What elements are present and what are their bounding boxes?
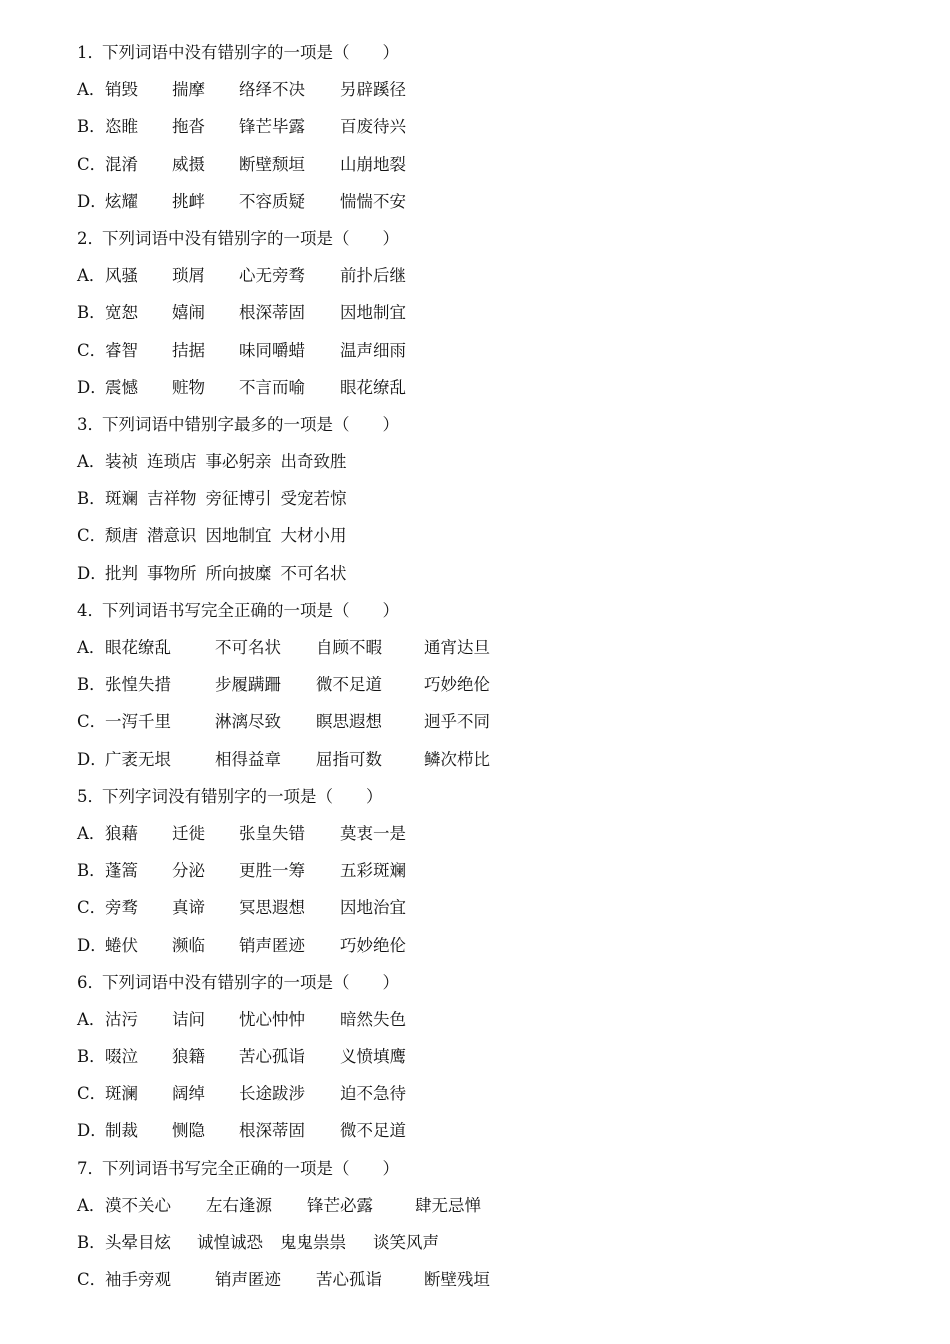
- option-word: 出奇致胜: [280, 452, 347, 472]
- option-word: 步履蹒跚: [215, 675, 281, 695]
- question-6: [77, 968, 917, 1154]
- option-word: 震憾: [105, 377, 138, 397]
- question-text: 下列词语中错别字最多的一项是（ ）: [102, 414, 399, 434]
- option-word: 琐屑: [172, 266, 205, 286]
- option-word: 分泌: [172, 861, 205, 881]
- option-word: 因地治宜: [340, 898, 406, 918]
- option-word: 销毁: [105, 80, 138, 100]
- option-word: 苦心孤诣: [239, 1047, 305, 1067]
- option-word: 事必躬亲: [205, 452, 272, 472]
- option-word: 锋芒必露: [307, 1195, 373, 1215]
- question-stem: [77, 1154, 917, 1191]
- option-word: 淋漓尽致: [215, 712, 281, 732]
- option-word: 所向披糜: [205, 563, 272, 583]
- option-word: 络绎不决: [239, 80, 305, 100]
- option-word: 挑衅: [172, 191, 205, 211]
- option-word: 暗然失色: [340, 1009, 406, 1029]
- option-word: 沽污: [105, 1009, 138, 1029]
- question-text: 下列词语书写完全正确的一项是（ ）: [102, 1158, 399, 1178]
- question-1: [77, 38, 917, 224]
- option-a: [77, 1005, 917, 1042]
- option-word: 前扑后继: [340, 266, 406, 286]
- option-word: 相得益章: [215, 749, 281, 769]
- option-letter: B．: [77, 489, 106, 509]
- question-number: 1．: [77, 43, 104, 62]
- option-word: 眼花缭乱: [340, 377, 406, 397]
- question-number: 7．: [77, 1158, 104, 1178]
- option-word: 温声细雨: [340, 340, 406, 360]
- option-word: 张皇失错: [239, 823, 305, 843]
- option-word: 狼藉: [105, 823, 138, 843]
- option-word: 销声匿迹: [215, 1270, 281, 1290]
- option-d: [77, 373, 917, 410]
- option-d: [77, 1116, 917, 1153]
- question-text: 下列词语中没有错别字的一项是（ ）: [102, 228, 399, 248]
- option-c: [77, 1265, 917, 1302]
- option-b: [77, 112, 917, 149]
- option-word: 瞑思遐想: [316, 712, 382, 732]
- option-word: 漠不关心: [105, 1195, 171, 1215]
- option-word: 味同嚼蜡: [239, 340, 305, 360]
- option-word: 另辟蹊径: [340, 80, 406, 100]
- option-word: 真谛: [172, 898, 205, 918]
- option-word: 诘问: [172, 1009, 205, 1029]
- option-word: 风骚: [105, 266, 138, 286]
- option-word: 旁征博引: [205, 489, 272, 509]
- option-letter: A．: [77, 823, 106, 843]
- question-2: [77, 224, 917, 410]
- option-word: 苦心孤诣: [316, 1270, 382, 1290]
- option-word: 旁骛: [105, 898, 138, 918]
- option-word: 不容质疑: [239, 191, 305, 211]
- option-word: 诚惶诚恐: [197, 1233, 263, 1252]
- option-a: [77, 819, 917, 856]
- option-word: 炫耀: [105, 191, 138, 211]
- option-letter: C．: [77, 1084, 107, 1104]
- option-letter: C．: [77, 340, 107, 360]
- option-letter: B．: [77, 861, 106, 881]
- option-word: 斑斓: [105, 489, 138, 509]
- option-word: 冥思遐想: [239, 898, 305, 918]
- option-word: 微不足道: [340, 1121, 406, 1141]
- option-word: 百废待兴: [340, 117, 406, 137]
- option-word: 制裁: [105, 1121, 138, 1141]
- option-letter: B．: [77, 675, 106, 695]
- option-c: [77, 707, 917, 744]
- option-word: 连琐店: [147, 452, 197, 472]
- option-word: 根深蒂固: [239, 1121, 305, 1141]
- option-letter: D．: [77, 191, 107, 211]
- option-letter: A．: [77, 1195, 106, 1215]
- option-word: 义愤填鹰: [340, 1047, 406, 1067]
- option-word: 鳞次栉比: [424, 749, 490, 769]
- option-word: 惴惴不安: [340, 191, 406, 211]
- option-word: 赃物: [172, 377, 205, 397]
- worksheet-document: [77, 38, 917, 1302]
- option-word: 不可名状: [280, 563, 347, 583]
- option-word: 宽恕: [105, 303, 138, 323]
- option-word: 事物所: [147, 563, 197, 583]
- option-d: [77, 931, 917, 968]
- question-number: 6．: [77, 972, 104, 992]
- option-word: 因地制宜: [205, 526, 272, 546]
- question-text: 下列词语中没有错别字的一项是（ ）: [102, 43, 399, 62]
- option-letter: A．: [77, 266, 106, 286]
- option-letter: D．: [77, 935, 107, 955]
- option-letter: D．: [77, 749, 107, 769]
- option-letter: B．: [77, 1047, 106, 1067]
- option-letter: C．: [77, 154, 107, 174]
- option-d: [77, 745, 917, 782]
- option-b: [77, 484, 917, 521]
- option-word: 忧心忡忡: [239, 1009, 305, 1029]
- option-b: [77, 670, 917, 707]
- option-word: 拮据: [172, 340, 205, 360]
- option-word: 睿智: [105, 340, 138, 360]
- option-word: 受宠若惊: [280, 489, 347, 509]
- question-stem: [77, 38, 917, 75]
- option-word: 左右逢源: [206, 1195, 272, 1215]
- option-c: [77, 521, 917, 558]
- question-4: [77, 596, 917, 782]
- option-word: 阔绰: [172, 1084, 205, 1104]
- option-word: 一泻千里: [105, 712, 171, 732]
- option-word: 广袤无垠: [105, 749, 171, 769]
- question-text: 下列词语中没有错别字的一项是（ ）: [102, 972, 399, 992]
- option-word: 濒临: [172, 935, 205, 955]
- option-word: 微不足道: [316, 675, 382, 695]
- option-b: [77, 856, 917, 893]
- option-word: 头晕目炫: [105, 1233, 171, 1252]
- option-word: 断壁颓垣: [239, 154, 305, 174]
- option-word: 颓唐: [105, 526, 138, 546]
- option-b: [77, 1042, 917, 1079]
- question-number: 2．: [77, 228, 104, 248]
- option-c: [77, 150, 917, 187]
- option-word: 吉祥物: [147, 489, 197, 509]
- option-word: 屈指可数: [316, 749, 382, 769]
- option-word: 揣摩: [172, 80, 205, 100]
- option-letter: B．: [77, 117, 106, 137]
- option-d: [77, 187, 917, 224]
- option-a: [77, 261, 917, 298]
- option-word: 鬼鬼祟祟: [280, 1233, 346, 1252]
- option-word: 恻隐: [172, 1121, 205, 1141]
- option-word: 狼籍: [172, 1047, 205, 1067]
- option-d: [77, 559, 917, 596]
- option-word: 更胜一筹: [239, 861, 305, 881]
- option-word: 潜意识: [147, 526, 197, 546]
- option-word: 五彩斑斓: [340, 861, 406, 881]
- option-word: 莫衷一是: [340, 823, 406, 843]
- option-word: 不言而喻: [239, 377, 305, 397]
- option-word: 迁徙: [172, 823, 205, 843]
- option-letter: B．: [77, 303, 106, 323]
- question-stem: [77, 968, 917, 1005]
- option-letter: C．: [77, 1270, 107, 1290]
- option-word: 销声匿迹: [239, 935, 305, 955]
- question-5: [77, 782, 917, 968]
- option-letter: A．: [77, 452, 106, 472]
- option-word: 拖沓: [172, 117, 205, 137]
- option-word: 自顾不暇: [316, 638, 382, 657]
- option-a: [77, 447, 917, 484]
- option-letter: D．: [77, 563, 107, 583]
- option-word: 恣睢: [105, 117, 138, 137]
- question-text: 下列词语书写完全正确的一项是（ ）: [102, 600, 399, 620]
- option-c: [77, 1079, 917, 1116]
- question-stem: [77, 224, 917, 261]
- option-word: 袖手旁观: [105, 1270, 171, 1290]
- question-7: [77, 1154, 917, 1303]
- option-letter: A．: [77, 1009, 106, 1029]
- question-stem: [77, 782, 917, 819]
- question-3: [77, 410, 917, 596]
- option-word: 蜷伏: [105, 935, 138, 955]
- option-word: 断壁残垣: [424, 1270, 490, 1290]
- option-word: 装祯: [105, 452, 138, 472]
- option-word: 啜泣: [105, 1047, 138, 1067]
- question-stem: [77, 410, 917, 447]
- option-word: 肆无忌惮: [415, 1195, 481, 1215]
- option-letter: D．: [77, 377, 107, 397]
- option-letter: A．: [77, 638, 106, 657]
- option-word: 批判: [105, 563, 138, 583]
- option-word: 嬉闹: [172, 303, 205, 323]
- option-word: 根深蒂固: [239, 303, 305, 323]
- option-a: [77, 633, 917, 670]
- option-word: 通宵达旦: [424, 638, 490, 657]
- option-a: [77, 1191, 917, 1228]
- option-word: 巧妙绝伦: [340, 935, 406, 955]
- option-c: [77, 893, 917, 930]
- option-c: [77, 336, 917, 373]
- question-text: 下列字词没有错别字的一项是（ ）: [102, 786, 383, 806]
- option-word: 不可名状: [215, 638, 281, 657]
- option-word: 长途跋涉: [239, 1084, 305, 1104]
- option-letter: D．: [77, 1121, 107, 1141]
- option-word: 张惶失措: [105, 675, 171, 695]
- option-word: 谈笑风声: [373, 1233, 439, 1252]
- question-number: 4．: [77, 600, 104, 620]
- option-word: 锋芒毕露: [239, 117, 305, 137]
- option-word: 大材小用: [280, 526, 347, 546]
- option-word: 迫不急待: [340, 1084, 406, 1104]
- option-letter: C．: [77, 898, 107, 918]
- question-number: 5．: [77, 786, 104, 806]
- option-b: [77, 1228, 917, 1265]
- option-word: 山崩地裂: [340, 154, 406, 174]
- option-word: 蓬篙: [105, 861, 138, 881]
- option-word: 心无旁骛: [239, 266, 305, 286]
- option-word: 巧妙绝伦: [424, 675, 490, 695]
- option-b: [77, 298, 917, 335]
- option-word: 斑澜: [105, 1084, 138, 1104]
- option-letter: A．: [77, 80, 106, 100]
- option-word: 因地制宜: [340, 303, 406, 323]
- option-word: 混淆: [105, 154, 138, 174]
- option-letter: B．: [77, 1233, 106, 1252]
- option-word: 眼花缭乱: [105, 638, 171, 657]
- question-number: 3．: [77, 414, 104, 434]
- question-stem: [77, 596, 917, 633]
- option-word: 威摄: [172, 154, 205, 174]
- option-word: 迥乎不同: [424, 712, 490, 732]
- option-a: [77, 75, 917, 112]
- option-letter: C．: [77, 526, 107, 546]
- option-letter: C．: [77, 712, 107, 732]
